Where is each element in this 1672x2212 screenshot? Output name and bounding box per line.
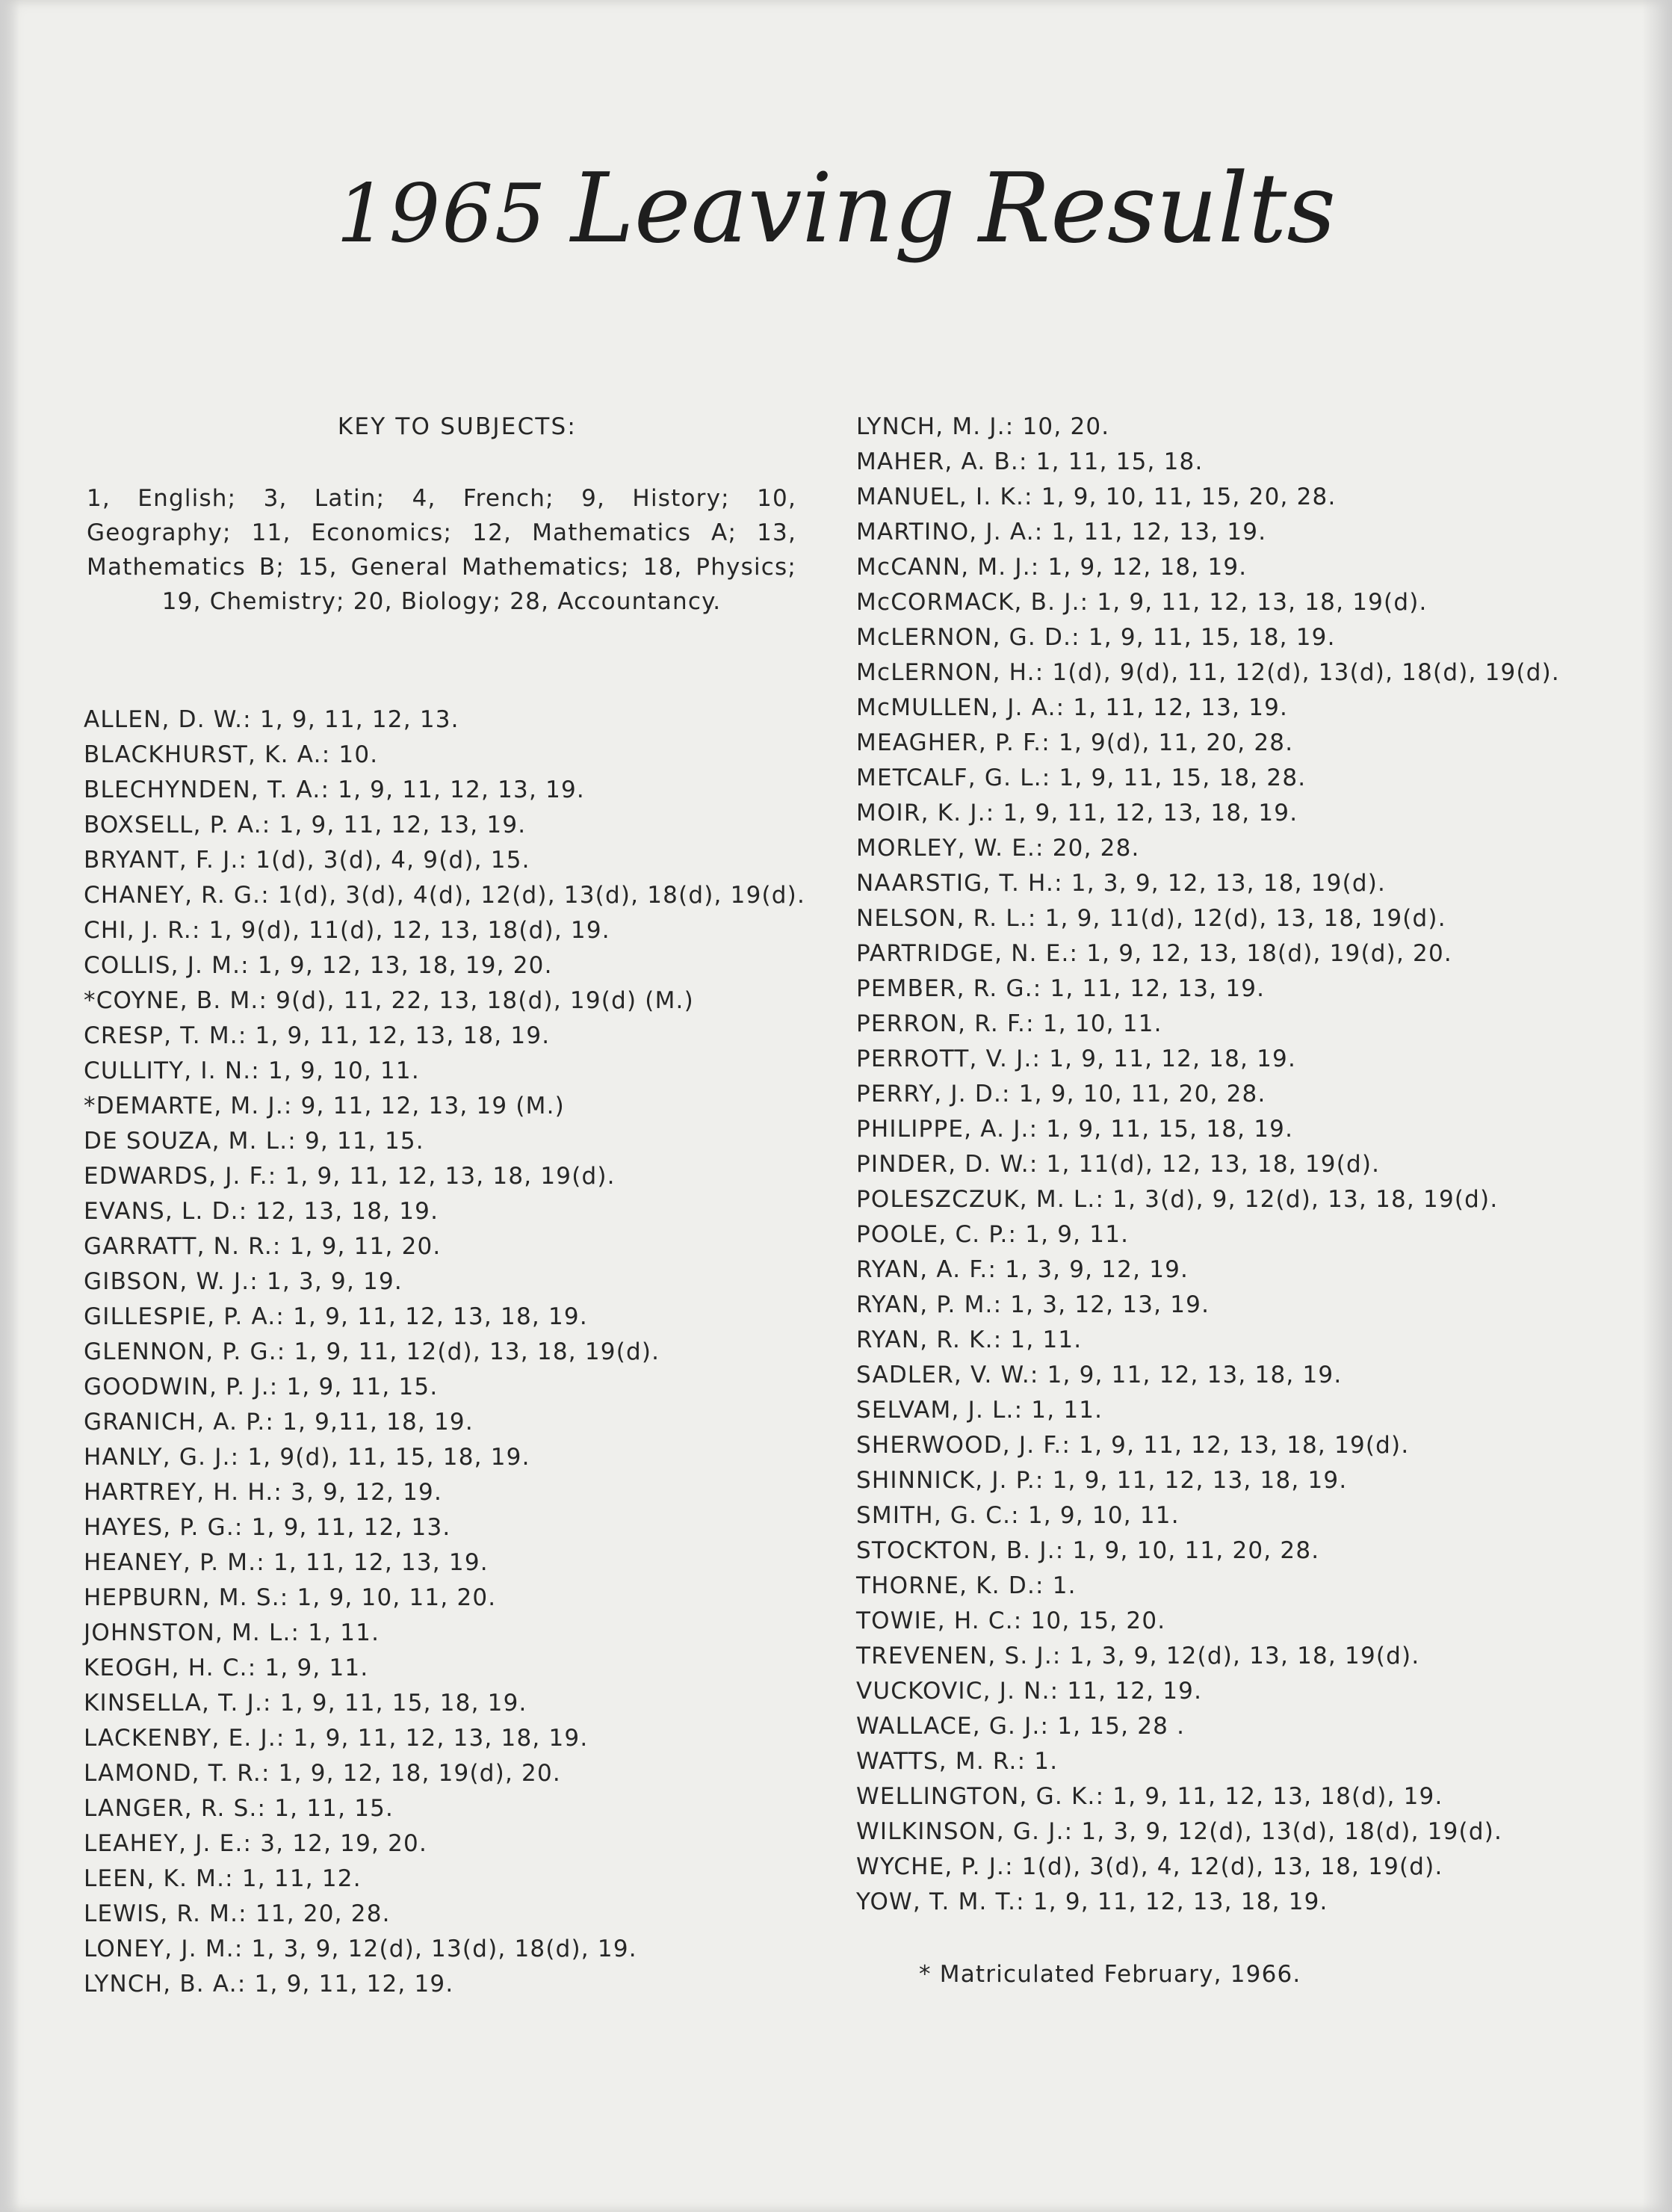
result-entry: McCORMACK, B. J.: 1, 9, 11, 12, 13, 18, 19(d). [856, 589, 1428, 616]
result-entry: MORLEY, W. E.: 20, 28. [856, 835, 1140, 862]
title-word-leaving: Leaving [570, 153, 956, 265]
result-entry: POLESZCZUK, M. L.: 1, 3(d), 9, 12(d), 13, 18, 19(d). [856, 1186, 1499, 1213]
result-entry: DE SOUZA, M. L.: 9, 11, 15. [84, 1128, 424, 1155]
result-entry: METCALF, G. L.: 1, 9, 11, 15, 18, 28. [856, 764, 1307, 791]
result-entry: YOW, T. M. T.: 1, 9, 11, 12, 13, 18, 19. [856, 1888, 1328, 1915]
result-entry: GILLESPIE, P. A.: 1, 9, 11, 12, 13, 18, 19. [84, 1303, 588, 1330]
result-entry: PERRON, R. F.: 1, 10, 11. [856, 1010, 1162, 1037]
result-entry: COLLIS, J. M.: 1, 9, 12, 13, 18, 19, 20. [84, 952, 553, 979]
result-entry: EVANS, L. D.: 12, 13, 18, 19. [84, 1198, 439, 1225]
result-entry: EDWARDS, J. F.: 1, 9, 11, 12, 13, 18, 19(d). [84, 1163, 616, 1190]
result-entry: WATTS, M. R.: 1. [856, 1748, 1059, 1775]
result-entry: NELSON, R. L.: 1, 9, 11(d), 12(d), 13, 18, 19(d). [856, 905, 1446, 932]
result-entry: CHANEY, R. G.: 1(d), 3(d), 4(d), 12(d), 13(d), 18(d), 19(d). [84, 882, 806, 909]
result-entry: *DEMARTE, M. J.: 9, 11, 12, 13, 19 (M.) [84, 1093, 565, 1119]
result-entry: NAARSTIG, T. H.: 1, 3, 9, 12, 13, 18, 19(d). [856, 870, 1387, 897]
result-entry: MEAGHER, P. F.: 1, 9(d), 11, 20, 28. [856, 729, 1294, 756]
result-entry: CHI, J. R.: 1, 9(d), 11(d), 12, 13, 18(d), 19. [84, 917, 610, 944]
result-entry: SHERWOOD, J. F.: 1, 9, 11, 12, 13, 18, 19(d). [856, 1432, 1410, 1459]
result-entry: WALLACE, G. J.: 1, 15, 28 . [856, 1713, 1186, 1740]
result-entry: STOCKTON, B. J.: 1, 9, 10, 11, 20, 28. [856, 1537, 1320, 1564]
result-entry: MARTINO, J. A.: 1, 11, 12, 13, 19. [856, 519, 1267, 546]
result-entry: BLECHYNDEN, T. A.: 1, 9, 11, 12, 13, 19. [84, 776, 585, 803]
result-entry: SELVAM, J. L.: 1, 11. [856, 1397, 1103, 1424]
left-column [84, 410, 806, 2002]
right-results-list [856, 410, 1618, 1920]
result-entry: MANUEL, I. K.: 1, 9, 10, 11, 15, 20, 28. [856, 484, 1337, 510]
result-entry: MOIR, K. J.: 1, 9, 11, 12, 13, 18, 19. [856, 800, 1298, 827]
result-entry: McCANN, M. J.: 1, 9, 12, 18, 19. [856, 554, 1248, 581]
result-entry: WILKINSON, G. J.: 1, 3, 9, 12(d), 13(d), 18(d), 19(d). [856, 1818, 1503, 1845]
result-entry: PHILIPPE, A. J.: 1, 9, 11, 15, 18, 19. [856, 1116, 1294, 1143]
result-entry: ALLEN, D. W.: 1, 9, 11, 12, 13. [84, 706, 459, 733]
key-text: 1, English; 3, Latin; 4, French; 9, History; 10, Geography; 11, Economics; 12, Mathematics A; 13, Mathematics B; 15, General Mathematics; 18, Physics; 19, Chemistry; 20, Biology; 28, Accountancy. [87, 485, 796, 615]
result-entry: THORNE, K. D.: 1. [856, 1572, 1077, 1599]
result-entry: KEOGH, H. C.: 1, 9, 11. [84, 1655, 369, 1681]
left-results-list [84, 702, 806, 2002]
result-entry: GRANICH, A. P.: 1, 9,11, 18, 19. [84, 1409, 474, 1436]
result-entry: RYAN, P. M.: 1, 3, 12, 13, 19. [856, 1291, 1210, 1318]
key-heading: KEY TO SUBJECTS: [337, 413, 578, 440]
result-entry: PEMBER, R. G.: 1, 11, 12, 13, 19. [856, 975, 1266, 1002]
result-entry: CRESP, T. M.: 1, 9, 11, 12, 13, 18, 19. [84, 1022, 551, 1049]
result-entry: GIBSON, W. J.: 1, 3, 9, 19. [84, 1268, 403, 1295]
result-entry: LEAHEY, J. E.: 3, 12, 19, 20. [84, 1830, 428, 1857]
result-entry: MAHER, A. B.: 1, 11, 15, 18. [856, 448, 1204, 475]
result-entry: JOHNSTON, M. L.: 1, 11. [84, 1619, 380, 1646]
result-entry: McLERNON, H.: 1(d), 9(d), 11, 12(d), 13(d), 18(d), 19(d). [856, 659, 1560, 686]
title-word-results: Results [978, 153, 1337, 265]
footnote: * Matriculated February, 1966. [919, 1961, 1301, 1988]
result-entry: LYNCH, B. A.: 1, 9, 11, 12, 19. [84, 1971, 454, 1998]
result-entry: SHINNICK, J. P.: 1, 9, 11, 12, 13, 18, 19. [856, 1467, 1348, 1494]
result-entry: LAMOND, T. R.: 1, 9, 12, 18, 19(d), 20. [84, 1760, 561, 1787]
result-entry: CULLITY, I. N.: 1, 9, 10, 11. [84, 1057, 420, 1084]
result-entry: PARTRIDGE, N. E.: 1, 9, 12, 13, 18(d), 19(d), 20. [856, 940, 1452, 967]
result-entry: *COYNE, B. M.: 9(d), 11, 22, 13, 18(d), 19(d) (M.) [84, 987, 694, 1014]
result-entry: TREVENEN, S. J.: 1, 3, 9, 12(d), 13, 18, 19(d). [856, 1643, 1420, 1669]
result-entry: SMITH, G. C.: 1, 9, 10, 11. [856, 1502, 1180, 1529]
result-entry: HEANEY, P. M.: 1, 11, 12, 13, 19. [84, 1549, 489, 1576]
result-entry: LACKENBY, E. J.: 1, 9, 11, 12, 13, 18, 19. [84, 1725, 589, 1752]
result-entry: SADLER, V. W.: 1, 9, 11, 12, 13, 18, 19. [856, 1362, 1343, 1388]
result-entry: PERROTT, V. J.: 1, 9, 11, 12, 18, 19. [856, 1045, 1297, 1072]
result-entry: LEWIS, R. M.: 11, 20, 28. [84, 1900, 391, 1927]
result-entry: KINSELLA, T. J.: 1, 9, 11, 15, 18, 19. [84, 1690, 527, 1717]
page-shadow-left [0, 0, 19, 2212]
result-entry: McLERNON, G. D.: 1, 9, 11, 15, 18, 19. [856, 624, 1336, 651]
result-entry: GOODWIN, P. J.: 1, 9, 11, 15. [84, 1374, 439, 1400]
result-entry: LEEN, K. M.: 1, 11, 12. [84, 1865, 362, 1892]
result-entry: GLENNON, P. G.: 1, 9, 11, 12(d), 13, 18, 19(d). [84, 1338, 660, 1365]
result-entry: TOWIE, H. C.: 10, 15, 20. [856, 1607, 1166, 1634]
result-entry: RYAN, R. K.: 1, 11. [856, 1326, 1083, 1353]
page-shadow-right [1642, 0, 1672, 2212]
result-entry: PINDER, D. W.: 1, 11(d), 12, 13, 18, 19(d). [856, 1151, 1381, 1178]
result-entry: HANLY, G. J.: 1, 9(d), 11, 15, 18, 19. [84, 1444, 530, 1471]
result-entry: HEPBURN, M. S.: 1, 9, 10, 11, 20. [84, 1584, 497, 1611]
result-entry: LONEY, J. M.: 1, 3, 9, 12(d), 13(d), 18(d), 19. [84, 1936, 637, 1962]
result-entry: POOLE, C. P.: 1, 9, 11. [856, 1221, 1130, 1248]
result-entry: VUCKOVIC, J. N.: 11, 12, 19. [856, 1678, 1203, 1705]
title-year: 1965 [335, 167, 548, 261]
result-entry: RYAN, A. F.: 1, 3, 9, 12, 19. [856, 1256, 1189, 1283]
result-entry: WYCHE, P. J.: 1(d), 3(d), 4, 12(d), 13, 18, 19(d). [856, 1853, 1443, 1880]
result-entry: GARRATT, N. R.: 1, 9, 11, 20. [84, 1233, 442, 1260]
result-entry: HARTREY, H. H.: 3, 9, 12, 19. [84, 1479, 443, 1506]
result-entry: WELLINGTON, G. K.: 1, 9, 11, 12, 13, 18(d), 19. [856, 1783, 1443, 1810]
result-entry: BRYANT, F. J.: 1(d), 3(d), 4, 9(d), 15. [84, 847, 530, 874]
result-entry: LANGER, R. S.: 1, 11, 15. [84, 1795, 394, 1822]
result-entry: LYNCH, M. J.: 10, 20. [856, 413, 1110, 440]
page-title [0, 153, 1672, 265]
result-entry: PERRY, J. D.: 1, 9, 10, 11, 20, 28. [856, 1081, 1266, 1107]
result-entry: HAYES, P. G.: 1, 9, 11, 12, 13. [84, 1514, 451, 1541]
result-entry: McMULLEN, J. A.: 1, 11, 12, 13, 19. [856, 694, 1289, 721]
right-column [856, 410, 1618, 1992]
result-entry: BLACKHURST, K. A.: 10. [84, 741, 379, 768]
result-entry: BOXSELL, P. A.: 1, 9, 11, 12, 13, 19. [84, 812, 527, 838]
